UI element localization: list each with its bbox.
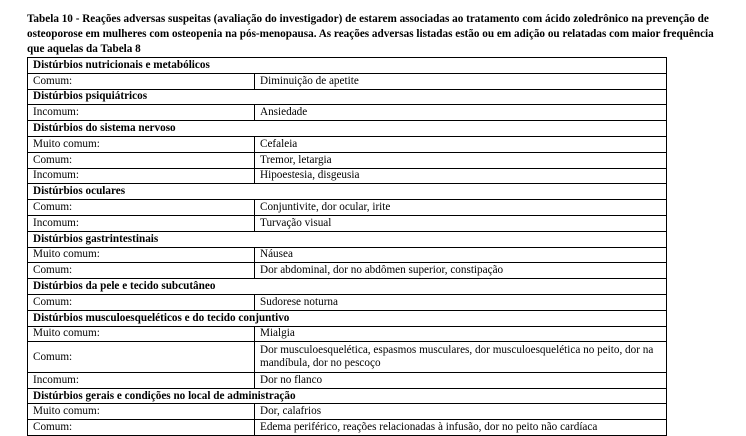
reaction-cell: Mialgia: [255, 326, 667, 342]
table-row: [28, 263, 667, 279]
reaction-cell: Ansiedade: [255, 105, 667, 121]
reaction-cell: Tremor, letargia: [255, 152, 667, 168]
category-label: Distúrbios oculares: [28, 184, 667, 200]
category-row: [28, 279, 667, 295]
reaction-cell: Edema periférico, reações relacionadas à infusão, dor no peito não cardíaca: [255, 420, 667, 436]
table-row: [28, 215, 667, 231]
frequency-cell: Muito comum:: [28, 404, 255, 420]
reaction-cell: Dor, calafrios: [255, 404, 667, 420]
category-label: Distúrbios gastrintestinais: [28, 231, 667, 247]
adverse-reactions-table: [27, 57, 667, 436]
frequency-cell: Comum:: [28, 420, 255, 436]
category-row: [28, 231, 667, 247]
reaction-cell: Dor abdominal, dor no abdômen superior, constipação: [255, 263, 667, 279]
frequency-cell: Incomum:: [28, 168, 255, 184]
category-row: [28, 89, 667, 105]
frequency-cell: Comum:: [28, 200, 255, 216]
category-label: Distúrbios psiquiátricos: [28, 89, 667, 105]
reaction-cell: Diminuição de apetite: [255, 73, 667, 89]
frequency-cell: Muito comum:: [28, 136, 255, 152]
reaction-cell: Sudorese noturna: [255, 294, 667, 310]
frequency-cell: Muito comum:: [28, 326, 255, 342]
reaction-cell: Cefaleia: [255, 136, 667, 152]
category-label: Distúrbios nutricionais e metabólicos: [28, 58, 667, 74]
category-label: Distúrbios do sistema nervoso: [28, 121, 667, 137]
frequency-cell: Comum:: [28, 73, 255, 89]
reaction-cell: Hipoestesia, disgeusia: [255, 168, 667, 184]
table-row: [28, 168, 667, 184]
table-row: [28, 152, 667, 168]
category-row: [28, 58, 667, 74]
table-row: [28, 404, 667, 420]
table-row: [28, 200, 667, 216]
category-label: Distúrbios gerais e condições no local de administração: [28, 388, 667, 404]
table-row: [28, 420, 667, 436]
category-row: [28, 184, 667, 200]
frequency-cell: Muito comum:: [28, 247, 255, 263]
frequency-cell: Comum:: [28, 263, 255, 279]
reaction-cell: Dor no flanco: [255, 372, 667, 388]
table-row: [28, 342, 667, 373]
table-row: [28, 136, 667, 152]
table-row: [28, 73, 667, 89]
category-label: Distúrbios da pele e tecido subcutâneo: [28, 279, 667, 295]
category-row: [28, 310, 667, 326]
table-row: [28, 372, 667, 388]
reaction-cell: Náusea: [255, 247, 667, 263]
frequency-cell: Incomum:: [28, 215, 255, 231]
table-row: [28, 294, 667, 310]
category-row: [28, 121, 667, 137]
reaction-cell: Conjuntivite, dor ocular, irite: [255, 200, 667, 216]
table-row: [28, 105, 667, 121]
table-row: [28, 247, 667, 263]
category-label: Distúrbios musculoesqueléticos e do tecido conjuntivo: [28, 310, 667, 326]
reaction-cell: Turvação visual: [255, 215, 667, 231]
table-row: [28, 326, 667, 342]
category-row: [28, 388, 667, 404]
frequency-cell: Comum:: [28, 342, 255, 373]
frequency-cell: Incomum:: [28, 372, 255, 388]
frequency-cell: Incomum:: [28, 105, 255, 121]
reaction-cell: Dor musculoesquelética, espasmos musculares, dor musculoesquelética no peito, dor na mandíbula, dor no pescoço: [255, 342, 667, 373]
frequency-cell: Comum:: [28, 152, 255, 168]
frequency-cell: Comum:: [28, 294, 255, 310]
table-caption: Tabela 10 - Reações adversas suspeitas (avaliação do investigador) de estarem associadas ao tratamento com ácido zoledrônico na prevenção de osteoporose em mulheres com osteopenia na pós-menopausa. As reações adversas listadas estão ou em adição ou relatadas com maior frequência que aquelas da Tabela 8: [27, 13, 714, 55]
